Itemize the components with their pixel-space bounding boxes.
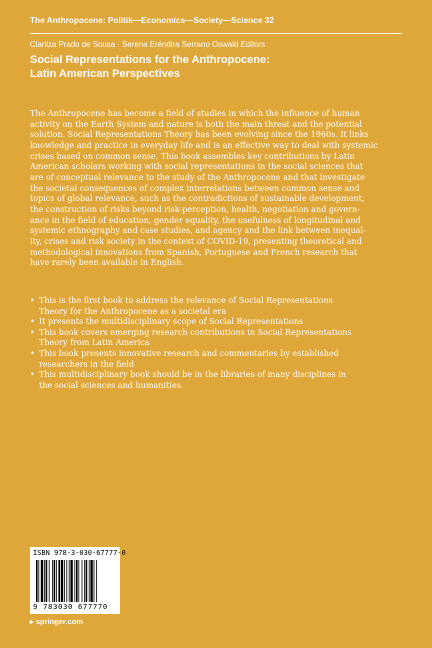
abstract-line: methodological innovations from Spanish, Portuguese and French research that <box>30 247 358 257</box>
list-item-text: the social sciences and humanities. <box>39 380 184 390</box>
abstract-line: topics of global relevance, such as the contradictions of sustainable development, <box>30 194 365 204</box>
abstract-line: The Anthropocene has become a field of studies in which the influence of human <box>30 109 360 118</box>
list-item-text: This book covers emerging research contributions in Social Representations <box>39 327 352 337</box>
abstract-line: the construction of risks beyond risk-perception, health, negotiation and govern- <box>30 204 360 214</box>
bullet-icon: • <box>30 296 35 305</box>
isbn-text: ISBN 978-3-030-67777-0 <box>33 549 126 557</box>
barcode-digits: 9 783030 677770 <box>33 602 108 611</box>
abstract-line: have rarely been available in English. <box>30 258 184 268</box>
abstract-line: ity, crises and risk society in the context of COVID-19, presenting theoretical and <box>30 236 362 246</box>
abstract-line: the societal consequences of complex interrelations between common sense and <box>30 183 360 193</box>
header-rule <box>30 33 402 34</box>
editors-label: Editors <box>240 40 266 49</box>
list-item <box>30 328 404 349</box>
abstract-line: systemic ethnography and case studies, and agency and the link between inequal- <box>30 226 366 236</box>
bullet-icon: • <box>30 348 35 358</box>
bullet-icon: • <box>30 370 35 380</box>
list-item-text: This multidisciplinary book should be in the libraries of many disciplines in <box>39 370 347 380</box>
barcode-block <box>30 547 126 614</box>
list-item <box>30 296 404 317</box>
editors-line <box>30 40 265 49</box>
abstract-line: American scholars working with social representations in the social sciences that <box>30 162 364 172</box>
abstract-line: ance in the field of education, gender equality, the usefulness of longitudinal and <box>30 215 361 225</box>
abstract-line: solution. Social Representations Theory has been evolving since the 1960s. It links <box>30 130 369 140</box>
barcode-icon <box>36 560 116 602</box>
abstract-line: knowledge and practice in everyday life and is an effective way to deal with systemic <box>30 140 378 150</box>
abstract-line: are of conceptual relevance to the study of the Anthropocene and that investigate <box>30 172 365 182</box>
list-item-text: This is the first book to address the relevance of Social Representations <box>39 296 333 305</box>
list-item-text: Theory from Latin America <box>39 338 150 348</box>
list-item-text: It presents the multidisciplinary scope of Social Representations <box>39 317 304 327</box>
publisher-link[interactable]: ▸ springer.com <box>30 617 83 626</box>
title-line-1: Social Representations for the Anthropocene: <box>30 54 270 66</box>
book-title <box>30 53 400 81</box>
bullet-icon: • <box>30 317 35 327</box>
series-title: The Anthropocene: Politik—Economics—Society—Science 32 <box>30 16 274 25</box>
list-item-text: Theory for the Anthropocene as a societal era <box>39 306 227 316</box>
abstract <box>30 109 404 269</box>
editor-names: Clarilza Prado de Sousa · Serena Eréndira Serrano Oswald <box>30 40 239 49</box>
list-item-text: researchers in the field <box>39 359 135 369</box>
list-item <box>30 317 404 328</box>
list-item <box>30 370 404 391</box>
list-item <box>30 349 404 370</box>
list-item-text: This book presents innovative research and commentaries by established <box>39 348 339 358</box>
title-line-2: Latin American Perspectives <box>30 68 180 80</box>
feature-list <box>30 296 404 391</box>
abstract-line: activity on the Earth System and nature is both the main threat and the potential <box>30 119 363 129</box>
abstract-line: crises based on common sense. This book assembles key contributions by Latin <box>30 151 355 161</box>
bullet-icon: • <box>30 327 35 337</box>
